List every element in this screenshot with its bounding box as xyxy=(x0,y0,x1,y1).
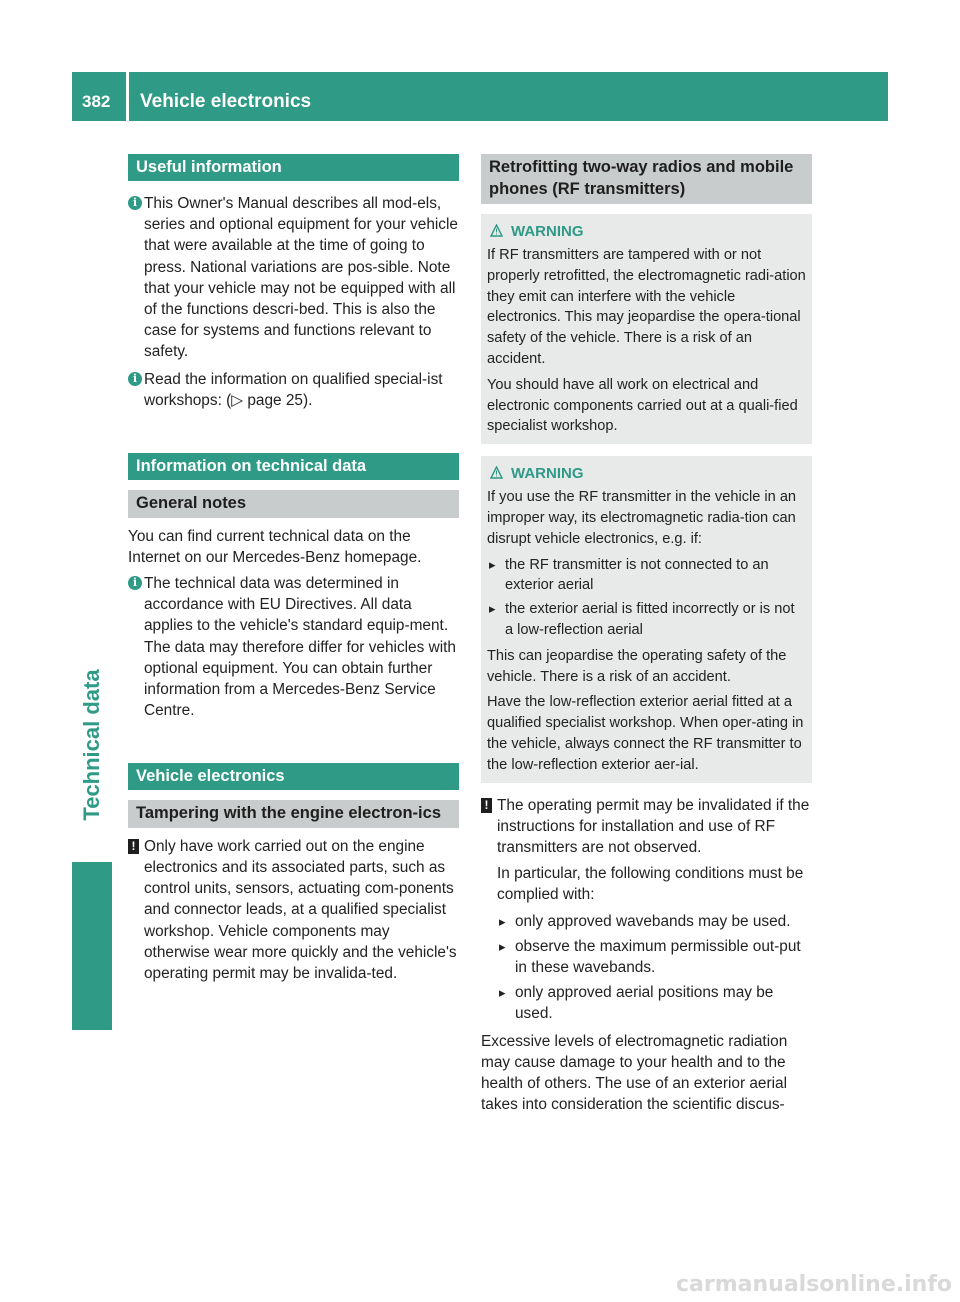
list-item: ▸ only approved aerial positions may be used. xyxy=(497,982,812,1024)
info-note xyxy=(128,193,459,363)
section-side-label xyxy=(72,640,112,850)
list-item: ▸ observe the maximum permissible out-put in these wavebands. xyxy=(497,936,812,978)
subheading-tampering-engine-electronics: Tampering with the engine electron-ics xyxy=(128,800,459,828)
right-column xyxy=(481,154,812,1120)
notice-note-text: Only have work carried out on the engine electronics and its associated parts, such as control units, sensors, actuating com-ponents and connector leads, at a qualified specialist workshop. Vehicle components may otherwise wear more quickly and the vehicle's operating permit may be invalida-ted. xyxy=(144,837,457,983)
info-icon: i xyxy=(128,196,142,210)
heading-retrofitting-rf-transmitters: Retrofitting two-way radios and mobile phones (RF transmitters) xyxy=(481,154,812,204)
list-item: ▸ only approved wavebands may be used. xyxy=(497,911,812,932)
warning-text: If RF transmitters are tampered with or not properly retrofitted, the electromagnetic radi-ation they emit can interfere with the vehicle electronics. This may jeopardise the opera-tional safety of the vehicle. There is a risk of an accident. xyxy=(487,247,806,367)
page-number: 382 xyxy=(82,92,111,111)
warning-box xyxy=(481,214,812,444)
warning-title-text: WARNING xyxy=(511,223,584,240)
info-note-text: Read the information on qualified special-ist workshops: (▷ page 25). xyxy=(144,370,443,409)
warning-bullet-list xyxy=(487,555,806,641)
page-title: Vehicle electronics xyxy=(140,91,312,112)
heading-information-on-technical-data: Information on technical data xyxy=(128,453,459,480)
list-item: ▸ the exterior aerial is fitted incorrectly or is not a low-reflection aerial xyxy=(487,599,806,641)
warning-triangle-icon xyxy=(490,466,503,479)
notice-note-text: In particular, the following conditions must be complied with: xyxy=(497,865,804,904)
left-column xyxy=(128,154,459,990)
notice-note-text: The operating permit may be invalidated if the instructions for installation and use of RF transmitters are not observed. xyxy=(497,796,810,856)
info-icon: i xyxy=(128,576,142,590)
notice-note xyxy=(128,836,459,984)
warning-title xyxy=(487,463,806,484)
heading-vehicle-electronics: Vehicle electronics xyxy=(128,763,459,790)
notice-bullet-list xyxy=(497,911,812,1025)
list-item: ▸ the RF transmitter is not connected to an exterior aerial xyxy=(487,555,806,597)
body-paragraph: You can find current technical data on the Internet on our Mercedes-Benz homepage. xyxy=(128,527,422,566)
warning-text: You should have all work on electrical and electronic components carried out at a quali-fied specialist workshop. xyxy=(487,376,798,435)
warning-title xyxy=(487,221,806,242)
watermark: carmanualsonline.info xyxy=(676,1272,952,1297)
exclamation-icon: ! xyxy=(128,839,139,854)
warning-triangle-icon xyxy=(490,224,503,237)
subheading-general-notes: General notes xyxy=(128,490,459,518)
warning-title-text: WARNING xyxy=(511,465,584,483)
warning-box xyxy=(481,456,812,782)
info-note xyxy=(128,369,459,411)
section-side-label-text: Technical data xyxy=(79,669,104,821)
warning-text: This can jeopardise the operating safety of the vehicle. There is a risk of an accident. xyxy=(487,647,787,685)
warning-text: Have the low-reflection exterior aerial fitted at a qualified specialist workshop. When oper-ating in the vehicle, always connect the RF transmitter to the low-reflection exterior aer-ial. xyxy=(487,694,804,773)
heading-useful-information: Useful information xyxy=(128,154,459,181)
info-icon: i xyxy=(128,372,142,386)
warning-text: If you use the RF transmitter in the vehicle in an improper way, its electromagnetic radia-tion can disrupt vehicle electronics, e.g. if: xyxy=(487,489,797,547)
exclamation-icon: ! xyxy=(481,798,492,813)
section-side-block xyxy=(72,862,112,1030)
info-note-text: The technical data was determined in accordance with EU Directives. All data applies to the vehicle's standard equip-ment. The data may therefore differ for vehicles with optional equipment. You can obtain further information from a Mercedes-Benz Service Centre. xyxy=(144,574,456,720)
header-divider xyxy=(126,72,129,121)
body-paragraph: Excessive levels of electromagnetic radiation may cause damage to your health and to the health of others. The use of an exterior aerial takes into consideration the scientific discus- xyxy=(481,1032,788,1114)
notice-note xyxy=(481,795,812,1025)
info-note-text: This Owner's Manual describes all mod-els, series and optional equipment for your vehicle that were available at the time of going to press. National variations are pos-sible. Note that your vehicle may not be equipped with all of the functions descri-bed. This is also the case for systems and functions relevant to safety. xyxy=(144,195,458,361)
info-note xyxy=(128,573,459,721)
